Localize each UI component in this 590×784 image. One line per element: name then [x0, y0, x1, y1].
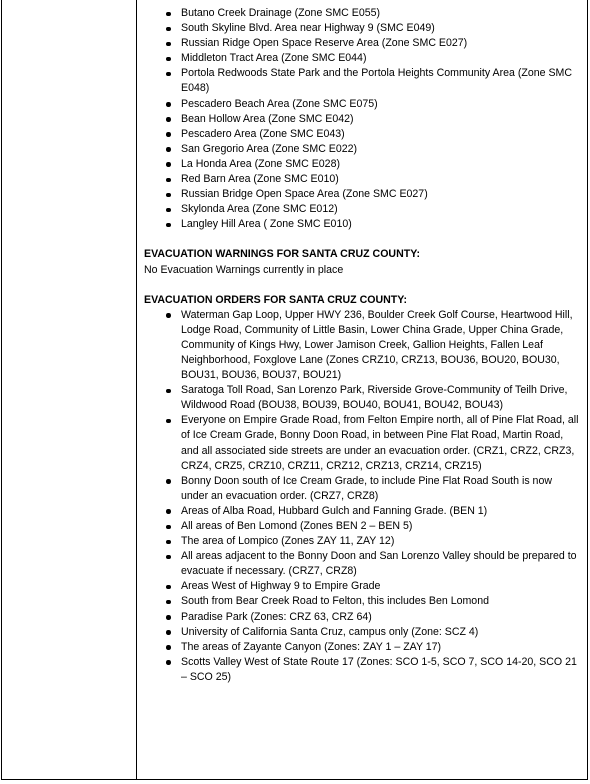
document-table	[1, 0, 588, 780]
list-item: The areas of Zayante Canyon (Zones: ZAY 1 – ZAY 17)	[181, 640, 579, 655]
list-item: Everyone on Empire Grade Road, from Felton Empire north, all of Pine Flat Road, all of Ice Cream Grade, Bonny Doon Road, in between Pine Flat Road, Martin Road, and all associated side streets are under an evacuation order. (CRZ1, CRZ2, CRZ3, CRZ4, CRZ5, CRZ10, CRZ11, CRZ12, CRZ13, CRZ14, CRZ15)	[181, 413, 579, 473]
list-item: Areas of Alba Road, Hubbard Gulch and Fanning Grade. (BEN 1)	[181, 504, 579, 519]
list-item: Pescadero Beach Area (Zone SMC E075)	[181, 97, 579, 112]
list-item: Bonny Doon south of Ice Cream Grade, to include Pine Flat Road South is now under an evacuation order. (CRZ7, CRZ8)	[181, 474, 579, 504]
table-left-column	[2, 0, 137, 779]
list-item: Portola Redwoods State Park and the Portola Heights Community Area (Zone SMC E048)	[181, 66, 579, 96]
list-item: Waterman Gap Loop, Upper HWY 236, Boulder Creek Golf Course, Heartwood Hill, Lodge Road, Community of Little Basin, Lower China Grade, Upper China Grade, Community of Kings Hwy, Lower Jamison Creek, Gallion Heights, Fallen Leaf Neighborhood, Foxglove Lane (Zones CRZ10, CRZ13, BOU36, BOU20, BOU30, BOU31, BOU36, BOU37, BOU21)	[181, 308, 579, 383]
list-item: Skylonda Area (Zone SMC E012)	[181, 202, 579, 217]
list-item: Russian Ridge Open Space Reserve Area (Zone SMC E027)	[181, 36, 579, 51]
orders-heading: EVACUATION ORDERS FOR SANTA CRUZ COUNTY:	[144, 293, 408, 306]
list-item: Middleton Tract Area (Zone SMC E044)	[181, 51, 579, 66]
list-item: University of California Santa Cruz, campus only (Zone: SCZ 4)	[181, 625, 579, 640]
list-item: Langley Hill Area ( Zone SMC E010)	[181, 217, 579, 232]
san-mateo-zone-list	[144, 6, 579, 232]
warnings-heading: EVACUATION WARNINGS FOR SANTA CRUZ COUNTY:	[144, 248, 421, 261]
list-item: Red Barn Area (Zone SMC E010)	[181, 172, 579, 187]
list-item: All areas of Ben Lomond (Zones BEN 2 – BEN 5)	[181, 519, 579, 534]
list-item: Areas West of Highway 9 to Empire Grade	[181, 579, 579, 594]
list-item: Saratoga Toll Road, San Lorenzo Park, Riverside Grove-Community of Teilh Drive, Wildwood Road (BOU38, BOU39, BOU40, BOU41, BOU42, BOU43)	[181, 383, 579, 413]
list-item: Bean Hollow Area (Zone SMC E042)	[181, 112, 579, 127]
list-item: Scotts Valley West of State Route 17 (Zones: SCO 1-5, SCO 7, SCO 14-20, SCO 21 – SCO 25)	[181, 655, 579, 685]
list-item: Paradise Park (Zones: CRZ 63, CRZ 64)	[181, 610, 579, 625]
list-item: San Gregorio Area (Zone SMC E022)	[181, 142, 579, 157]
list-item: Butano Creek Drainage (Zone SMC E055)	[181, 6, 579, 21]
list-item: Russian Bridge Open Space Area (Zone SMC E027)	[181, 187, 579, 202]
orders-list	[144, 308, 579, 685]
list-item: All areas adjacent to the Bonny Doon and San Lorenzo Valley should be prepared to evacuate if necessary. (CRZ7, CRZ8)	[181, 549, 579, 579]
list-item: The area of Lompico (Zones ZAY 11, ZAY 12)	[181, 534, 579, 549]
list-item: Pescadero Area (Zone SMC E043)	[181, 127, 579, 142]
table-right-column	[137, 0, 587, 779]
list-item: South Skyline Blvd. Area near Highway 9 (SMC E049)	[181, 21, 579, 36]
warnings-text: No Evacuation Warnings currently in place	[144, 263, 344, 276]
list-item: La Honda Area (Zone SMC E028)	[181, 157, 579, 172]
list-item: South from Bear Creek Road to Felton, this includes Ben Lomond	[181, 594, 579, 609]
